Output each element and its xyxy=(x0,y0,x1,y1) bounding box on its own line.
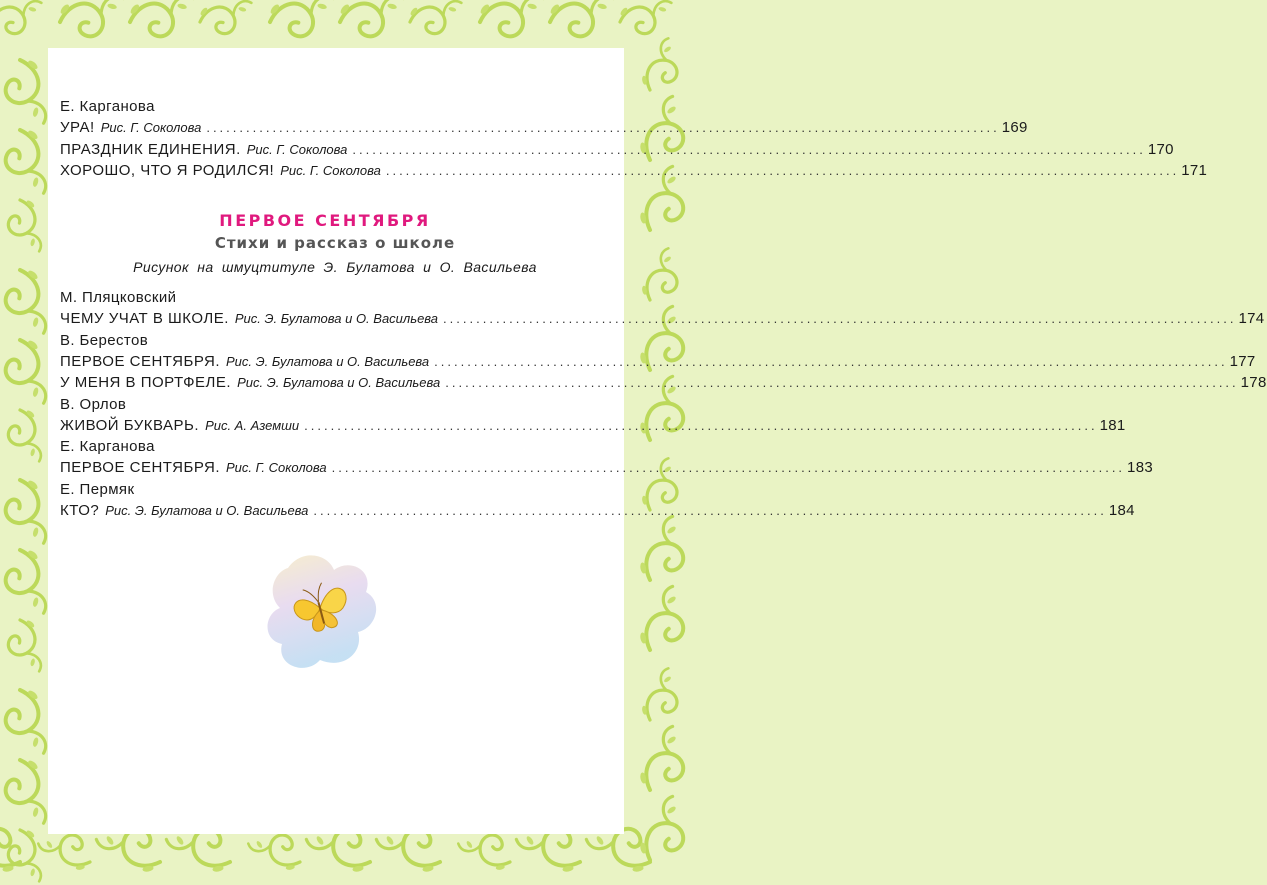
contents-entry[interactable] xyxy=(60,139,1174,161)
contents-block-karganova xyxy=(60,96,1208,182)
swirl-ornament xyxy=(0,756,54,831)
swirl-ornament xyxy=(638,245,690,308)
entry-illustrator: Рис. А. Аземши xyxy=(205,417,300,433)
section-heading xyxy=(60,210,590,280)
leader-dots: ........................................................................................................................ xyxy=(331,460,1126,475)
entry-title: ПЕРВОЕ СЕНТЯБРЯ. xyxy=(60,459,220,476)
leader-dots: ........................................................................................................................ xyxy=(313,502,1107,518)
swirl-ornament xyxy=(126,0,201,43)
contents-entry[interactable] xyxy=(60,308,1265,330)
contents-entry[interactable] xyxy=(60,351,1256,373)
swirl-ornament xyxy=(0,0,47,39)
butterfly-illustration xyxy=(258,548,398,688)
entry-title: ЧЕМУ УЧАТ В ШКОЛЕ. xyxy=(60,310,229,327)
entry-title: ХОРОШО, ЧТО Я РОДИЛСЯ! xyxy=(60,162,275,179)
contents-entry[interactable] xyxy=(60,415,1126,437)
swirl-ornament xyxy=(635,722,699,799)
entry-illustrator: Рис. Г. Соколова xyxy=(246,141,348,157)
swirl-ornament xyxy=(0,336,54,411)
swirl-ornament xyxy=(638,35,690,98)
leader-dots: ........................................................................................................................ xyxy=(352,141,1146,157)
swirl-ornament xyxy=(616,0,677,39)
swirl-ornament xyxy=(0,546,54,621)
entry-page: 174 xyxy=(1238,310,1265,327)
leader-dots: ........................................................................................................................ xyxy=(385,163,1180,178)
author-name: Е. Карганова xyxy=(60,98,155,115)
entry-illustrator: Рис. Э. Булатова и О. Васильева xyxy=(105,502,309,518)
entry-page: 178 xyxy=(1240,374,1267,391)
swirl-ornament xyxy=(336,0,411,43)
leader-dots: ........................................................................................................................ xyxy=(304,417,1098,433)
swirl-ornament xyxy=(0,266,54,341)
author-name: М. Пляцковский xyxy=(60,289,177,306)
section-title: ПЕРВОЕ СЕНТЯБРЯ xyxy=(219,211,431,230)
swirl-ornament xyxy=(0,476,54,551)
swirl-ornament xyxy=(406,0,467,39)
section-art-credit: Рисунок на шмуцтитуле Э. Булатова и О. Васильева xyxy=(133,259,537,275)
swirl-ornament xyxy=(3,406,48,467)
entry-illustrator: Рис. Э. Булатова и О. Васильева xyxy=(234,311,439,326)
swirl-ornament xyxy=(635,512,699,589)
entry-illustrator: Рис. Э. Булатова и О. Васильева xyxy=(226,353,430,369)
author-name: Е. Пермяк xyxy=(60,480,135,498)
entry-title: ПРАЗДНИК ЕДИНЕНИЯ. xyxy=(60,140,241,158)
entry-page: 177 xyxy=(1229,352,1256,370)
swirl-ornament xyxy=(56,0,131,43)
section-subtitle: Стихи и рассказ о школе xyxy=(214,234,456,252)
entry-title: КТО? xyxy=(60,501,100,519)
swirl-ornament xyxy=(638,665,690,728)
entry-page: 184 xyxy=(1108,501,1135,519)
entry-page: 181 xyxy=(1099,416,1126,434)
entry-illustrator: Рис. Г. Соколова xyxy=(226,460,327,475)
swirl-ornament xyxy=(3,196,48,257)
entry-title: У МЕНЯ В ПОРТФЕЛЕ. xyxy=(60,374,232,391)
author-name: Е. Карганова xyxy=(60,438,155,455)
leader-dots: ........................................................................................................................ xyxy=(206,120,1000,135)
swirl-ornament xyxy=(0,686,54,761)
swirl-ornament xyxy=(0,56,54,131)
entry-illustrator: Рис. Э. Булатова и О. Васильева xyxy=(237,375,441,390)
swirl-ornament xyxy=(635,582,699,659)
swirl-ornament xyxy=(635,792,699,869)
entry-page: 170 xyxy=(1147,140,1174,158)
leader-dots: ........................................................................................................................ xyxy=(443,311,1237,326)
contents-page xyxy=(48,48,1267,834)
entry-illustrator: Рис. Г. Соколова xyxy=(280,163,381,178)
swirl-ornament xyxy=(0,126,54,201)
swirl-ornament xyxy=(266,0,341,43)
author-name: В. Орлов xyxy=(60,395,127,413)
swirl-ornament xyxy=(3,616,48,677)
entry-page: 169 xyxy=(1001,119,1028,136)
contents-entry[interactable] xyxy=(60,500,1135,522)
contents-entry[interactable] xyxy=(60,372,1267,394)
entry-page: 183 xyxy=(1127,459,1153,476)
contents-entry[interactable] xyxy=(60,160,1208,182)
entry-title: ЖИВОЙ БУКВАРЬ. xyxy=(60,416,200,434)
swirl-ornament xyxy=(546,0,621,43)
leader-dots: ........................................................................................................................ xyxy=(445,375,1239,390)
entry-page: 171 xyxy=(1181,162,1208,179)
author-name: В. Берестов xyxy=(60,331,149,349)
entry-title: УРА! xyxy=(60,119,95,136)
contents-entry[interactable] xyxy=(60,457,1153,479)
swirl-ornament xyxy=(476,0,551,43)
contents-block-first-september xyxy=(60,287,1267,521)
contents-entry[interactable] xyxy=(60,117,1028,139)
entry-title: ПЕРВОЕ СЕНТЯБРЯ. xyxy=(60,352,220,370)
entry-illustrator: Рис. Г. Соколова xyxy=(100,120,202,135)
swirl-ornament xyxy=(196,0,257,39)
leader-dots: ........................................................................................................................ xyxy=(434,353,1228,369)
